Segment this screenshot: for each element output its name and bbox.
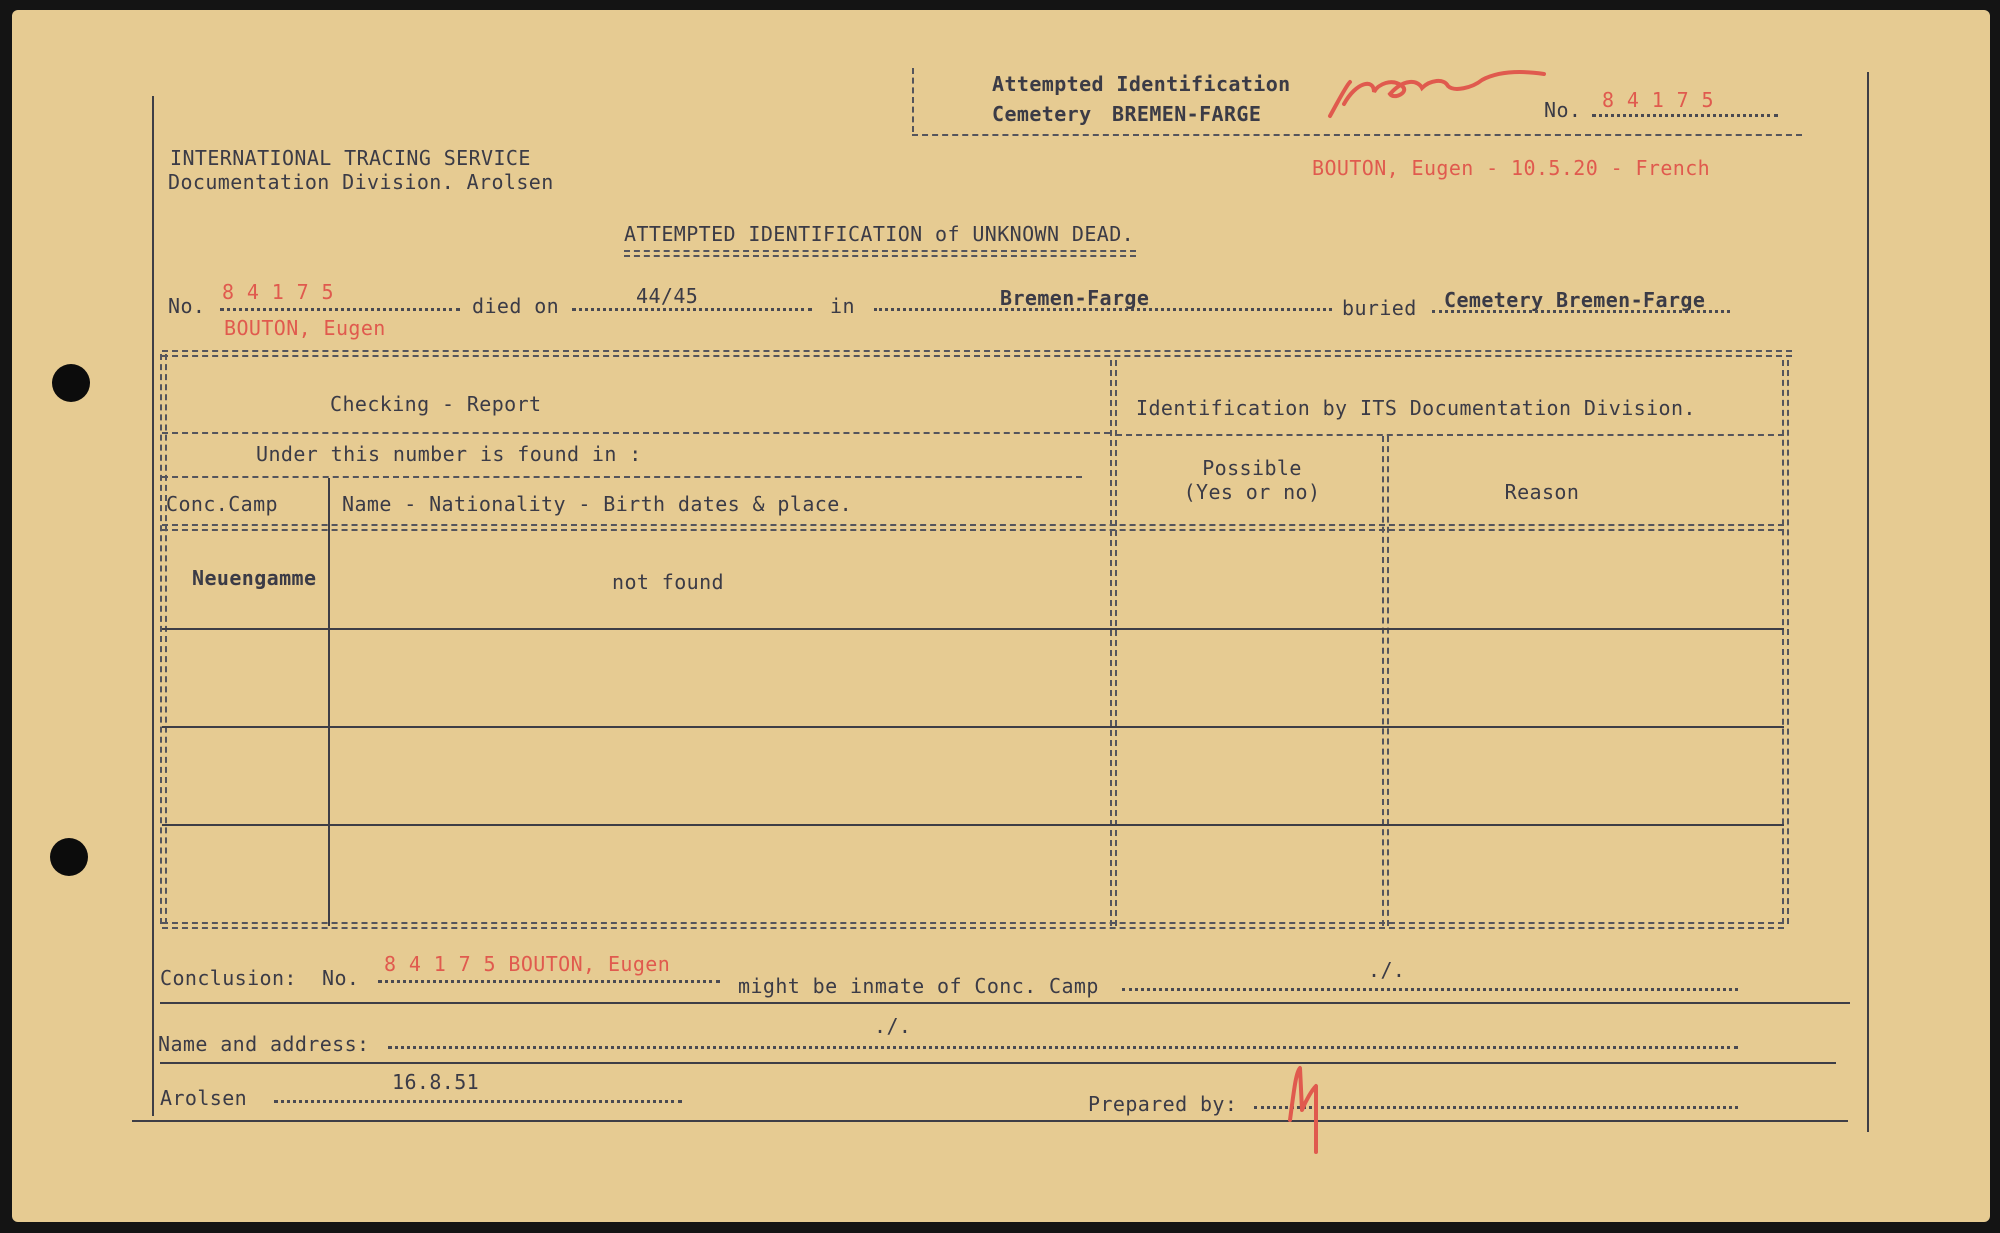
identification-heading: Identification by ITS Documentation Division. — [1136, 396, 1696, 420]
conclusion-no-value: 8 4 1 7 5 BOUTON, Eugen — [384, 952, 671, 976]
document-title: ATTEMPTED IDENTIFICATION of UNKNOWN DEAD. — [624, 222, 1135, 246]
name-address-dots — [388, 1046, 1738, 1049]
conclusion-no-label: No. — [322, 966, 360, 990]
header-no-label: No. — [1544, 98, 1582, 122]
footer-date-value: 16.8.51 — [392, 1070, 480, 1094]
conclusion-label: Conclusion: — [160, 966, 297, 990]
conclusion-rule — [160, 1002, 1850, 1004]
table-bottom-line — [162, 922, 1784, 929]
record-name-red: BOUTON, Eugen — [224, 316, 386, 340]
name-address-value: ./. — [874, 1014, 912, 1038]
table-top-line — [162, 350, 1792, 357]
conclusion-camp-dots — [1122, 988, 1738, 991]
footer-place-label: Arolsen — [160, 1086, 248, 1110]
died-in-label: in — [830, 294, 855, 318]
bottom-border-line — [132, 1120, 1848, 1122]
header-box-left-line — [912, 68, 914, 132]
table-possible-reason-divider — [1382, 436, 1389, 926]
header-box-title: Attempted Identification — [992, 72, 1291, 96]
org-line-1: INTERNATIONAL TRACING SERVICE — [170, 146, 531, 170]
title-underline — [624, 250, 1136, 257]
died-on-label: died on — [472, 294, 560, 318]
header-box-cemetery-value: BREMEN-FARGE — [1112, 102, 1262, 126]
header-no-value: 8 4 1 7 5 — [1602, 88, 1714, 112]
conclusion-camp-label: might be inmate of Conc. Camp — [738, 974, 1099, 998]
org-line-2: Documentation Division. Arolsen — [168, 170, 554, 194]
header-no-dots — [1592, 114, 1778, 117]
buried-value: Cemetery Bremen-Farge — [1444, 288, 1706, 312]
document-card — [12, 10, 1990, 1222]
header-box-bottom-line — [912, 134, 1802, 136]
table-row-1-camp: Neuengamme — [192, 566, 317, 590]
under-number-text: Under this number is found in : — [256, 442, 642, 466]
record-no-value: 8 4 1 7 5 — [222, 280, 334, 304]
left-border-line — [152, 96, 154, 1116]
identification-underline — [1116, 434, 1784, 436]
table-row-1-name: not found — [612, 570, 724, 594]
checking-report-underline — [162, 432, 1110, 434]
prepared-by-label: Prepared by: — [1088, 1092, 1238, 1116]
punch-hole-bottom — [50, 838, 88, 876]
col-possible-header-2: (Yes or no) — [1183, 480, 1321, 504]
record-no-dots — [220, 308, 460, 311]
column-header-underline — [162, 524, 1784, 531]
footer-date-dots — [274, 1100, 682, 1103]
record-no-label: No. — [168, 294, 206, 318]
right-border-line — [1867, 72, 1869, 1132]
table-left-line — [160, 354, 167, 924]
handwritten-none-mark — [1322, 58, 1552, 128]
buried-label: buried — [1342, 296, 1417, 320]
table-right-line — [1782, 360, 1789, 924]
checking-report-heading: Checking - Report — [330, 392, 542, 416]
died-in-dots — [874, 308, 1332, 311]
row-separator-2 — [162, 726, 1784, 728]
under-number-underline — [162, 476, 1082, 478]
name-address-label: Name and address: — [158, 1032, 370, 1056]
conclusion-camp-value: ./. — [1368, 958, 1406, 982]
row-separator-3 — [162, 824, 1784, 826]
col-possible-header-1: Possible — [1202, 456, 1302, 480]
conclusion-no-dots — [378, 980, 720, 983]
died-on-value: 44/45 — [636, 284, 699, 308]
buried-dots — [1432, 310, 1730, 313]
header-box-cemetery-label: Cemetery — [992, 102, 1092, 126]
died-on-dots — [572, 308, 812, 311]
table-camp-name-divider — [328, 478, 330, 926]
row-separator-1 — [162, 628, 1784, 630]
table-middle-divider — [1110, 360, 1117, 926]
person-red-stamp: BOUTON, Eugen - 10.5.20 - French — [1312, 156, 1711, 180]
col-reason-header: Reason — [1504, 480, 1580, 504]
punch-hole-top — [52, 364, 90, 402]
handwritten-initials-signature — [1276, 1060, 1336, 1160]
died-in-value: Bremen-Farge — [1000, 286, 1150, 310]
name-address-rule — [160, 1062, 1836, 1064]
col-name-header: Name - Nationality - Birth dates & place. — [342, 492, 853, 516]
col-camp-header: Conc.Camp — [166, 492, 278, 516]
